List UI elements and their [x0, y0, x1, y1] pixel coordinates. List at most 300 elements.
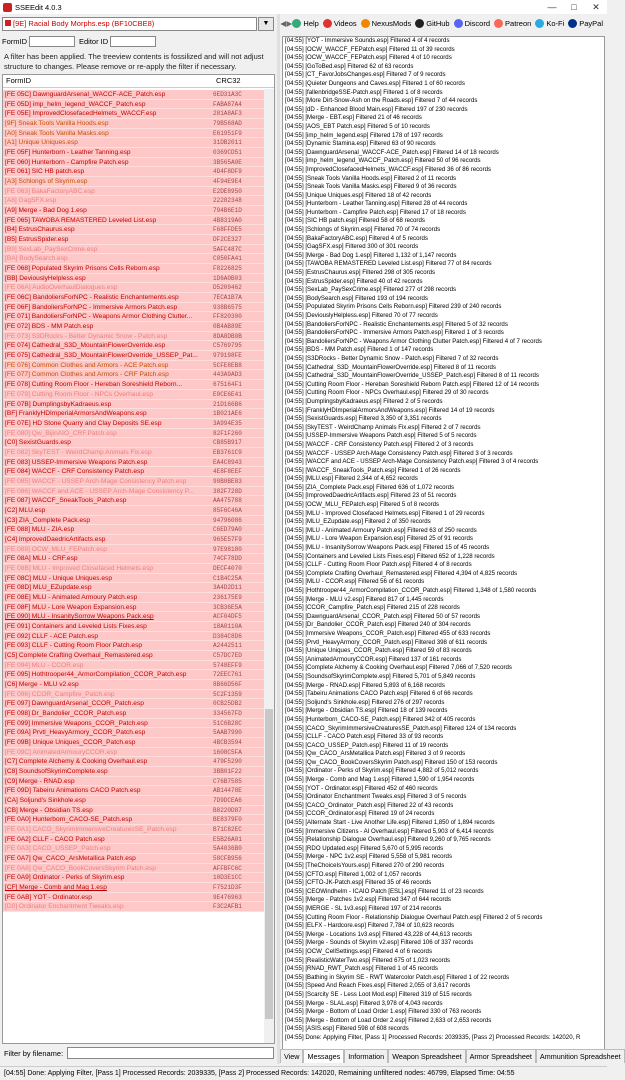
tree-row[interactable] — [3, 487, 265, 497]
plugin-name: [FE 06C] BandoliersForNPC - Realistic Enchantements.esp — [5, 294, 179, 302]
column-header-formid[interactable]: FormID — [6, 76, 31, 85]
tree-row[interactable] — [3, 815, 265, 825]
tree-row[interactable] — [3, 525, 265, 535]
crc32-value: 236175E9 — [213, 593, 242, 601]
message-line: [04:55] [YOT - Ordinator.esp] Filtered 452 of 460 records — [285, 784, 438, 792]
help-button[interactable] — [292, 19, 318, 28]
tree-row[interactable] — [3, 312, 265, 322]
tree-row[interactable] — [3, 622, 265, 632]
plugin-name: [FE 0A0] Hunterborn_CACO-SE_Patch.esp — [5, 816, 133, 824]
plugin-name: [FE 076] Common Clothes and Armors - ACE Patch.esp — [5, 361, 169, 369]
crc32-value: 5CFE8EB8 — [213, 361, 242, 369]
github-icon — [415, 19, 424, 28]
nexusmods-button[interactable] — [361, 19, 412, 28]
tab-messages[interactable]: Messages — [303, 1049, 344, 1063]
tree-row[interactable] — [3, 380, 265, 390]
crc32-value: C76B7585 — [213, 777, 242, 785]
tree-row[interactable] — [3, 719, 265, 729]
message-line: [04:55] [Merge - RNAD.esp] Filtered 5,893 of 6,168 records — [285, 681, 445, 689]
plugin-name: [C2] MLU.esp — [5, 506, 46, 514]
tree-row[interactable] — [3, 835, 265, 845]
nexusmods-icon — [361, 19, 370, 28]
tree-row[interactable] — [3, 574, 265, 584]
message-line: [04:55] [BandoliersForNPC - Immersive Armors Patch.esp] Filtered 1 of 3 records — [285, 329, 504, 337]
crc32-value: 5748EFF9 — [213, 661, 242, 669]
tree-row[interactable] — [3, 448, 265, 458]
message-line: [04:55] [Schlongs of Skyrim.esp] Filtered 70 of 74 records — [285, 226, 441, 234]
message-line: [04:55] [AnimatedArmouryCCOR.esp] Filtered 137 of 161 records — [285, 655, 462, 663]
help-icon — [292, 19, 301, 28]
tree-row[interactable] — [3, 661, 265, 671]
tree-row[interactable] — [3, 467, 265, 477]
message-line: [04:55] [Scarcity SE - Less Loot Mod.esp] Filtered 319 of 515 records — [285, 990, 472, 998]
message-line: [04:55] [MLU_EZupdate.esp] Filtered 2 of 350 records — [285, 518, 431, 526]
crc32-value: C050FA41 — [213, 255, 242, 263]
message-line: [04:55] [Unique Uniques_CCOR_Patch.esp] Filtered 59 of 83 records — [285, 647, 472, 655]
tree-row[interactable] — [3, 699, 265, 709]
message-line: [04:55] [Ordinator Enchantment Tweaks.esp] Filtered 3 of 5 records — [285, 793, 467, 801]
patreon-button[interactable] — [494, 19, 531, 28]
message-line: [04:55] [OCW_MLU_FEPatch.esp] Filtered 5 of 8 records — [285, 501, 440, 509]
tree-row[interactable] — [3, 293, 265, 303]
chevron-down-icon[interactable]: ▼ — [258, 17, 274, 31]
tree-row[interactable] — [3, 109, 265, 119]
tree-row[interactable] — [3, 767, 265, 777]
message-line: [04:55] [Merge - Locations 1v3.esp] Filtered 43,228 of 44,613 records — [285, 930, 472, 938]
message-line: [04:55] [ASIS.esp] Filtered 598 of 608 records — [285, 1025, 409, 1033]
crc32-value: E0CE6E41 — [213, 390, 242, 398]
message-line: [04:55] [fallenbridgeSSE-Patch.esp] Filtered 1 of 8 records — [285, 88, 443, 96]
crc32-value: 334567FD — [213, 710, 242, 717]
paypal-button[interactable] — [568, 19, 603, 28]
help-label: Help — [303, 18, 319, 28]
plugin-name: [A9] Merge - Bad Dog 1.esp — [5, 207, 87, 215]
message-line: [04:55] [Relationship Dialogue Overhaul.esp] Filtered 9,260 of 9,765 records — [285, 836, 491, 844]
discord-button[interactable] — [454, 19, 490, 28]
tree-row[interactable] — [3, 873, 265, 883]
plugin-name: [FE 084] WACCF - CRF Consistency Patch.esp — [5, 468, 144, 476]
tab-weapon-spreadsheet[interactable]: Weapon Spreadsheet — [388, 1049, 465, 1063]
plugin-name: [A3] Schlongs of Skyrim.esp — [5, 178, 88, 186]
plugin-name: [FE 05C] DawnguardArsenal_WACCF-ACE_Patch.esp — [5, 91, 166, 98]
message-line: [04:55] [Merge - Bottom of Load Order 1.esp] Filtered 330 of 763 records — [285, 1008, 482, 1016]
tree-row[interactable] — [3, 709, 265, 719]
tree-row[interactable] — [3, 283, 265, 293]
crc32-value: CB85B917 — [213, 439, 242, 447]
tree-row[interactable] — [3, 303, 265, 313]
crc32-value: 79B568AD — [213, 120, 242, 128]
plugin-name: [FE 0A1] CACO_SkyrimImmersiveCreaturesSE_Patch.esp — [5, 826, 177, 834]
tree-row[interactable] — [3, 796, 265, 806]
tree-row[interactable] — [3, 322, 265, 332]
message-line: [04:55] [Cutting Room Floor - Hereban Soreshield Reborn Patch.esp] Filtered 12 of 14 records — [285, 380, 540, 388]
editorid-input[interactable] — [110, 36, 156, 47]
plugin-name: [C3] ZIA_Complete Pack.esp — [5, 516, 91, 524]
formid-input[interactable] — [29, 36, 75, 47]
github-label: GitHub — [426, 18, 450, 28]
plugin-name: [FE 06A] AudioOverhaulDialogues.esp — [5, 284, 118, 292]
tree-row[interactable] — [3, 477, 265, 487]
tree-row[interactable] — [3, 612, 265, 622]
tree-row[interactable] — [3, 351, 265, 361]
message-line: [04:55] [CACO_USSEP_Patch.esp] Filtered 11 of 19 records — [285, 741, 449, 749]
plugin-name: [FE 05E] ImprovedClosefacedHelmets_WACCF.esp — [5, 110, 157, 118]
tree-row[interactable] — [3, 177, 265, 187]
crc32-value: 1608C5FA — [213, 748, 242, 756]
message-line: [04:55] [Soljund's Sinkhole.esp] Filtered 276 of 297 records — [285, 698, 445, 706]
plugin-name: [FE 096] CCOR_Campfire_Patch.esp — [5, 690, 115, 698]
app-icon — [3, 3, 12, 12]
plugin-name: [CB] Merge - Obsidian TS.esp — [5, 806, 93, 814]
crc32-value: 5A4036B0 — [213, 845, 242, 853]
message-line: [04:55] [CCOR_Campfire_Patch.esp] Filtered 215 of 228 records — [285, 604, 460, 612]
message-line: [04:55] [Hunterborn_CACO-SE_Patch.esp] Filtered 342 of 405 records — [285, 715, 476, 723]
tree-row[interactable] — [3, 274, 265, 284]
tab-ammunition-spreadsheet[interactable]: Ammunition Spreadsheet — [536, 1049, 625, 1063]
tree-row[interactable] — [3, 409, 265, 419]
forward-icon[interactable]: ▶ — [286, 18, 293, 28]
crc32-value: C57DC7ED — [213, 651, 242, 659]
tab-information[interactable]: Information — [344, 1049, 388, 1063]
plugin-name: [B9] SexLab_PaySexCrime.esp — [5, 245, 98, 253]
tree-row[interactable] — [3, 138, 265, 148]
crc32-value: 3A994E35 — [213, 419, 242, 427]
plugin-name: [FE 063] BakaFactoryABC.esp — [5, 187, 95, 195]
crc32-value: 675164F1 — [213, 381, 242, 389]
tree-row[interactable] — [3, 583, 265, 593]
message-line: [04:55] [DawnguardArsenal_CCOR_Patch.esp] Filtered 50 of 57 records — [285, 612, 481, 620]
plugin-name: [FE 073] S3DRocks - Better Dynamic Snow - Patch.esp — [5, 332, 168, 340]
message-line: [04:55] [Bathing in Skyrim SE - RWT Watercolor Patch.esp] Filtered 1 of 22 records — [285, 973, 510, 981]
plugin-name: [CA] Soljund's Sinkhole.esp — [5, 797, 86, 805]
plugin-name: [FE 098] Dr_Bandolier_CCOR_Patch.esp — [5, 710, 127, 717]
message-line: [04:55] [RealisticWaterTwo.esp] Filtered 675 of 1,023 records — [285, 956, 451, 964]
messages-log[interactable] — [282, 36, 605, 1058]
tree-row[interactable] — [3, 129, 265, 139]
message-line: [04:55] [Merge - Patches 1v2.esp] Filtered 347 of 644 records — [285, 896, 451, 904]
plugin-name: [9F] Sneak Tools Vanilla Hoods.esp — [5, 120, 109, 128]
message-line: [04:55] [OCW_CellSettings.esp] Filtered 4 of 6 records — [285, 947, 432, 955]
minimize-button[interactable]: — — [547, 2, 557, 12]
message-line: [04:55] [BandoliersForNPC - Weapons Armor Clothing Clutter Patch.esp] Filtered 4 of 7 records — [285, 337, 542, 345]
crc32-value: 0CB25DB2 — [213, 700, 242, 708]
plugin-name: [FE 075] Cathedral_S3D_MountainFlowerOverride_USSEP_Pat... — [5, 352, 198, 360]
tree-row[interactable] — [3, 216, 265, 226]
crc32-value: ACF04DF5 — [213, 613, 242, 621]
tree-row[interactable] — [3, 235, 265, 245]
tree-row[interactable] — [3, 593, 265, 603]
crc32-value: 443A9AD3 — [213, 371, 242, 379]
tree-row[interactable] — [3, 438, 265, 448]
message-line: [04:55] [EstrusSpider.esp] Filtered 40 of 42 records — [285, 277, 423, 285]
plugin-name: [FE 0A2] CLLF - CACO Patch.esp — [5, 835, 105, 843]
tree-row[interactable] — [3, 419, 265, 429]
plugin-selector-value: [9E] Racial Body Morphs.esp (BF10CBE8) — [13, 19, 155, 28]
crc32-value: 94796086 — [213, 516, 242, 524]
plugin-name: [FE 097] DawnguardArsenal_CCOR_Patch.esp — [5, 700, 144, 708]
message-line: [04:55] [MLU - Lore Weapon Expansion.esp] Filtered 25 of 91 records — [285, 535, 473, 543]
message-line: [04:55] [CEOWindhelm - ICAIO Patch [ESL].esp] Filtered 11 of 23 records — [285, 887, 484, 895]
message-line: [04:55] [Hunterborn - Leather Tanning.esp] Filtered 28 of 44 records — [285, 200, 468, 208]
message-line: [04:55] [Merge - EBT.esp] Filtered 21 of 46 records — [285, 114, 422, 122]
crc32-value: 97E98180 — [213, 545, 242, 553]
crc32-value: EB3761C9 — [213, 448, 242, 456]
paypal-icon — [568, 19, 577, 28]
crc32-value: AA475788 — [213, 497, 242, 505]
tree-row[interactable] — [3, 535, 265, 545]
tree-row[interactable] — [3, 786, 265, 796]
crc32-value: 965E57F9 — [213, 535, 242, 543]
message-line: [04:55] [Unique Uniques.esp] Filtered 18 of 42 records — [285, 191, 432, 199]
message-line: [04:55] [Cutting Room Floor - NPCs Overhaul.esp] Filtered 29 of 30 records — [285, 389, 489, 397]
plugin-name: [B4] EstrusChaurus.esp — [5, 226, 75, 234]
scrollbar-thumb[interactable] — [265, 709, 273, 1019]
back-icon[interactable]: ◀ — [280, 18, 286, 28]
tree-row[interactable] — [3, 506, 265, 516]
tree-row[interactable] — [3, 641, 265, 651]
crc32-value: D384C8D6 — [213, 632, 242, 640]
crc32-value: 8DA8DB0B — [213, 332, 242, 340]
message-line: [04:55] [Alternate Start - Live Another Life.esp] Filtered 1,850 of 1,894 records — [285, 819, 495, 827]
tree-row[interactable] — [3, 206, 265, 216]
tree-row[interactable] — [3, 545, 265, 555]
plugin-name: [FE 068] Populated Skyrim Prisons Cells Reborn.esp — [5, 265, 160, 273]
tree-row[interactable] — [3, 603, 265, 613]
message-line: [04:55] [Hunterborn - Campfire Patch.esp] Filtered 17 of 18 records — [285, 208, 466, 216]
crc32-value: 85F6C46A — [213, 506, 242, 514]
message-line: [04:55] [CACO_Ordinator_Patch.esp] Filtered 22 of 43 records — [285, 801, 454, 809]
message-line: [04:55] [GoToBed.esp] Filtered 62 of 63 records — [285, 62, 414, 70]
filter-by-filename — [4, 1047, 274, 1059]
message-line: [04:55] [DumplingsbyKadraeus.esp] Filtered 2 of 5 records — [285, 397, 443, 405]
tree-rows — [3, 90, 265, 912]
tree-row[interactable] — [3, 341, 265, 351]
tree-row[interactable] — [3, 748, 265, 758]
plugin-name: [BB] DeviouslyHelpless.esp — [5, 274, 86, 282]
crc32-value: FF820300 — [213, 313, 242, 321]
tree-row[interactable] — [3, 670, 265, 680]
window-title: SSEEdit 4.0.3 — [15, 2, 62, 12]
message-line: [04:55] Done: Applying Filter, [Pass 1] Processed Records: 2039335, [Pass 2] Processed Records: 142020, R — [285, 1033, 581, 1041]
plugin-name: [FE 074] Cathedral_S3D_MountainFlowerOverride.esp — [5, 342, 166, 350]
plugin-name: [FE 09C] AnimatedArmouryCCOR.esp — [5, 748, 118, 756]
tree-row[interactable] — [3, 806, 265, 816]
tree-row[interactable] — [3, 825, 265, 835]
tree-row[interactable] — [3, 400, 265, 410]
message-line: [04:55] [CCOR_Ordinator.esp] Filtered 19 of 24 records — [285, 810, 435, 818]
github-button[interactable] — [415, 19, 449, 28]
plugin-name: [FE 05D] imp_helm_legend_WACCF_Patch.esp — [5, 100, 146, 108]
tree-row[interactable] — [3, 264, 265, 274]
message-line: [04:55] [Dr_Bandolier_CCOR_Patch.esp] Filtered 240 of 304 records — [285, 621, 471, 629]
message-line: [04:55] [Cathedral_S3D_MountainFlowerOverride.esp] Filtered 8 of 11 records — [285, 363, 496, 371]
tree-row[interactable] — [3, 864, 265, 874]
plugin-name: [A8] GagSFX.esp — [5, 197, 57, 205]
videos-button[interactable] — [323, 19, 357, 28]
tree-row[interactable] — [3, 458, 265, 468]
plugin-name: [FE 08A] MLU - CRF.esp — [5, 555, 78, 563]
plugin-name: [FE 083] USSEP-Immersive Weapons Patch.esp — [5, 458, 148, 466]
message-line: [04:55] [CACO_SkyrimImmersiveCreaturesSE_Patch.esp] Filtered 124 of 134 records — [285, 724, 517, 732]
tree-row[interactable] — [3, 844, 265, 854]
tree-row[interactable] — [3, 690, 265, 700]
crc32-value: 9E476963 — [213, 893, 242, 901]
patreon-icon — [494, 19, 503, 28]
plugin-name: [C8] SoundsofSkyrimComplete.esp — [5, 768, 108, 776]
message-line: [04:55] [DeviouslyHelpless.esp] Filtered 70 of 77 records — [285, 312, 438, 319]
tree-row[interactable] — [3, 854, 265, 864]
plugin-name: [FE 07E] HD Stone Quarry and Clay Deposits SE.esp — [5, 419, 162, 427]
message-line: [04:55] [Merge - Obsidian TS.esp] Filtered 18 of 139 records — [285, 707, 448, 715]
message-line: [04:55] [OCW_WACCF_FEPatch.esp] Filtered 4 of 10 records — [285, 54, 452, 62]
plugin-name: [FE 079] Cutting Room Floor - NPCs Overhaul.esp — [5, 390, 154, 398]
tree-row[interactable] — [3, 254, 265, 264]
plugin-name: [C4] ImprovedDaedricArtifacts.esp — [5, 535, 106, 543]
plugin-name: [BF] FranklyHDImperialArmorsAndWeapons.esp — [5, 410, 147, 418]
tree-row[interactable] — [3, 516, 265, 526]
plugin-selector[interactable] — [2, 17, 257, 31]
plugin-name: [C6] Merge - MLU v2.esp — [5, 680, 79, 688]
tree-row[interactable] — [3, 332, 265, 342]
plugin-name: [A1] Unique Uniques.esp — [5, 139, 78, 147]
maximize-button[interactable]: □ — [571, 2, 577, 12]
tree-row[interactable] — [3, 167, 265, 177]
plugin-name: [FE 077] Common Clothes and Armors - CRF Patch.esp — [5, 371, 169, 379]
tree-row[interactable] — [3, 429, 265, 439]
plugin-name: [FE 0A3] CACO_USSEP_Patch.esp — [5, 845, 111, 853]
videos-label: Videos — [333, 18, 357, 28]
crc32-value: C5769795 — [213, 342, 242, 350]
tree-row[interactable] — [3, 245, 265, 255]
message-line: [04:55] [USSEP-Immersive Weapons Patch.esp] Filtered 5 of 5 records — [285, 432, 477, 440]
tree-row[interactable] — [3, 554, 265, 564]
message-line: [04:55] [MLU - Animated Armoury Patch.esp] Filtered 63 of 250 records — [285, 526, 477, 534]
tree-row[interactable] — [3, 390, 265, 400]
column-header-crc32[interactable]: CRC32 — [216, 76, 241, 85]
plugin-name: [FE 05F] Hunterborn - Leather Tanning.esp — [5, 149, 131, 157]
message-line: [04:55] [WACCF - USSEP Arch-Mage Consistency Patch.esp] Filtered 3 of 3 records — [285, 449, 513, 457]
plugin-name: [CF] Merge - Comb and Mag 1.esp — [5, 884, 107, 892]
crc32-value: 938B6575 — [213, 303, 242, 311]
message-line: [04:55] [TheChoiceIsYours.esp] Filtered 270 of 290 records — [285, 862, 445, 869]
tree-row[interactable] — [3, 225, 265, 235]
tree-row[interactable] — [3, 100, 265, 110]
message-line: [04:55] [YOT - Immersive Sounds.esp] Filtered 4 of 4 records — [285, 37, 450, 44]
message-line: [04:55] [More Dirt-Snow-Ash on the Roads.esp] Filtered 7 of 44 records — [285, 97, 478, 105]
discord-icon — [454, 19, 463, 28]
tree-row[interactable] — [3, 90, 265, 100]
tree-row[interactable] — [3, 158, 265, 168]
tree-row[interactable] — [3, 651, 265, 661]
toolbar — [280, 16, 607, 30]
tree-row[interactable] — [3, 119, 265, 129]
tree-row[interactable] — [3, 187, 265, 197]
plugin-name: [FE 078] Cutting Room Floor - Hereban Soreshield Reborn... — [5, 381, 183, 389]
crc32-value: 82F1F260 — [213, 429, 242, 437]
filter-by-filename-input[interactable] — [67, 1047, 274, 1059]
message-line: [04:55] [ImprovedClosefacedHelmets_WACCF.esp] Filtered 36 of 86 records — [285, 165, 492, 173]
message-line: [04:55] [Merge - Bad Dog 1.esp] Filtered 1,132 of 1,147 records — [285, 251, 457, 259]
tab-bar — [280, 1049, 621, 1063]
close-button[interactable]: ✕ — [592, 1, 600, 12]
message-line: [04:55] [WACCF_SneakTools_Patch.esp] Filtered 1 of 26 records — [285, 466, 461, 474]
tree-row[interactable] — [3, 777, 265, 787]
record-tree[interactable] — [2, 74, 275, 1044]
crc32-value: 0B4AB89E — [213, 323, 242, 331]
formid-label: FormID — [2, 37, 27, 46]
message-line: [04:55] [Merge - MLU v2.esp] Filtered 817 of 1,445 records — [285, 595, 444, 603]
tree-row[interactable] — [3, 564, 265, 574]
message-line: [04:55] [CFTO-JK-Patch.esp] Filtered 35 of 46 records — [285, 879, 432, 887]
tree-scrollbar[interactable] — [264, 89, 274, 1043]
crc32-value: C1B4C25A — [213, 574, 242, 582]
tree-row[interactable] — [3, 196, 265, 206]
message-line: [04:55] [WACCF and ACE - USSEP Arch-Mage Consistency Patch.esp] Filtered 3 of 4 records — [285, 458, 539, 466]
tree-row[interactable] — [3, 893, 265, 903]
kofi-button[interactable] — [535, 19, 564, 28]
tree-row[interactable] — [3, 370, 265, 380]
plugin-name: [FE 087] WACCF_SneakTools_Patch.esp — [5, 497, 127, 505]
tree-row[interactable] — [3, 148, 265, 158]
crc32-value: F68FFDE5 — [213, 226, 242, 234]
message-line: [04:55] [Merge - Comb and Mag 1.esp] Filtered 1,590 of 1,954 records — [285, 776, 475, 784]
tree-row[interactable] — [3, 680, 265, 690]
tree-row[interactable] — [3, 902, 265, 912]
crc32-value: 281A8AF3 — [213, 110, 242, 118]
crc32-value: DECF4070 — [213, 564, 242, 572]
message-line: [04:55] [Populated Skyrim Prisons Cells Reborn.esp] Filtered 239 of 240 records — [285, 303, 502, 311]
tab-armor-spreadsheet[interactable]: Armor Spreadsheet — [466, 1049, 536, 1063]
plugin-name: [C9] Merge - RNAD.esp — [5, 777, 75, 785]
crc32-value: DF2CE327 — [213, 236, 242, 244]
plugin-icon — [5, 20, 11, 26]
message-line: [04:55] [Immersive Citizens - AI Overhaul.esp] Filtered 5,903 of 6,414 records — [285, 827, 494, 835]
crc32-value: 3B565A0E — [213, 158, 242, 166]
message-line: [04:55] [OCW_WACCF_FEPatch.esp] Filtered 11 of 39 records — [285, 45, 455, 53]
tree-row[interactable] — [3, 361, 265, 371]
message-line: [04:55] [ImprovedDaedricArtifacts.esp] Filtered 23 of 51 records — [285, 492, 457, 500]
tree-row[interactable] — [3, 757, 265, 767]
message-line: [04:55] [Complete Crafting Overhaul_Remastered.esp] Filtered 4,394 of 4,825 records — [285, 569, 518, 577]
message-line: [04:55] [AOS_EBT Patch.esp] Filtered 5 of 10 records — [285, 122, 430, 130]
message-line: [04:55] [CLLF - Cutting Room Floor Patch.esp] Filtered 4 of 8 records — [285, 561, 472, 569]
message-line: [04:55] [Sneak Tools Vanilla Hoods.esp] Filtered 2 of 11 records — [285, 174, 457, 182]
crc32-value: 22282348 — [213, 197, 242, 205]
tree-row[interactable] — [3, 632, 265, 642]
crc32-value: 8B66D56F — [213, 680, 242, 688]
crc32-value: 4BCB3594 — [213, 739, 242, 747]
plugin-name: [FE 08D] MLU_EZupdate.esp — [5, 584, 92, 592]
plugin-name: [FE 08B] MLU - Improved Closefaced Helmets.esp — [5, 564, 154, 572]
tree-row[interactable] — [3, 496, 265, 506]
message-line: [04:55] [SkyTEST - WeirdChamp Animals Fix.esp] Filtered 2 of 7 records — [285, 423, 481, 431]
formid-filter-row — [2, 35, 160, 48]
message-line: [04:55] [TAWOBA REMASTERED Leveled List.esp] Filtered 77 of 84 records — [285, 260, 492, 268]
tab-view[interactable]: View — [280, 1049, 303, 1063]
tree-row[interactable] — [3, 883, 265, 893]
tree-row[interactable] — [3, 728, 265, 738]
plugin-name: [FE 094] MLU - CCOR.esp — [5, 661, 84, 669]
plugin-name: [FE 0A7] Qw_CACO_ArsMetallica Patch.esp — [5, 855, 136, 863]
plugin-name: [FE 091] Containers and Leveled Lists Fixes.esp — [5, 622, 147, 630]
plugin-name: [C7] Complete Alchemy & Cooking Overhaul.esp — [5, 758, 148, 766]
message-line: [04:55] [ZIA_Complete Pack.esp] Filtered 636 of 1,072 records — [285, 483, 455, 491]
plugin-name: [FE 0A8] Qw_CACO_BookCoversSkyrim Patch.esp — [5, 864, 156, 872]
tree-row[interactable] — [3, 738, 265, 748]
crc32-value: 10D3E1CC — [213, 874, 242, 882]
nexusmods-label: NexusMods — [371, 18, 412, 28]
plugin-name: [BA] BodySearch.esp — [5, 255, 68, 263]
